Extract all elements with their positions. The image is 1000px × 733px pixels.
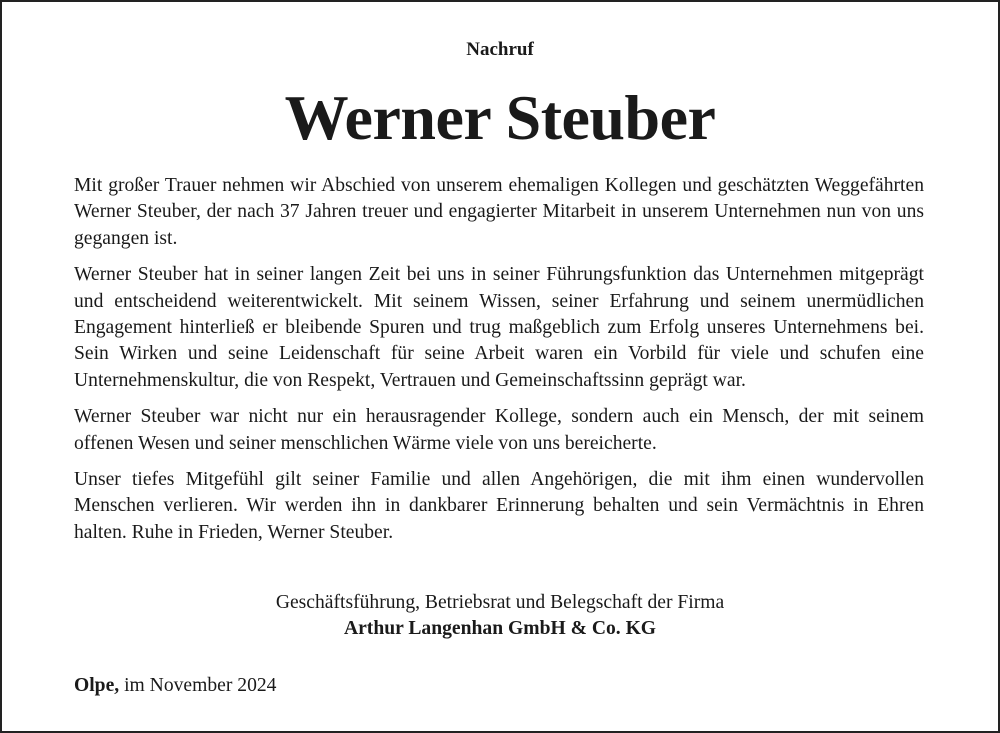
place-date: [74, 673, 276, 699]
signature-line: Geschäftsführung, Betriebsrat und Belegschaft der Firma: [275, 592, 725, 613]
paragraph-3: Werner Steuber war nicht nur ein herausragender Kollege, sondern auch ein Mensch, der mit seinem offenen Wesen und seiner menschlichen Wärme viele von uns bereicherte.: [74, 406, 924, 454]
place: Olpe,: [74, 675, 120, 696]
company-name: Arthur Langenhan GmbH & Co. KG: [343, 618, 657, 639]
deceased-name: Werner Steuber: [284, 82, 716, 153]
paragraph-4: Unser tiefes Mitgefühl gilt seiner Familie und allen Angehörigen, die mit ihm einen wundervollen Menschen verlieren. Wir werden ihn in dankbarer Erinnerung behalten und sein Vermächtnis in Ehren halten. Ruhe in Frieden, Werner Steuber.: [74, 469, 924, 543]
paragraph-2: Werner Steuber hat in seiner langen Zeit bei uns in seiner Führungsfunktion das Unternehmen mitgeprägt und entscheidend weiterentwickelt. Mit seinem Wissen, seiner Erfahrung und seinem unermüdlichen Engagement hinterließ er bleibende Spuren und trug maßgeblich zum Erfolg unseres Unternehmens bei. Sein Wirken und seine Leidenschaft für seine Arbeit waren ein Vorbild für viele und schufen eine Unternehmenskultur, die von Respekt, Vertrauen und Gemeinschaftssinn geprägt war.: [74, 264, 924, 391]
signature-block: [0, 590, 1000, 642]
notice-body: [74, 173, 924, 556]
notice-label: Nachruf: [466, 39, 534, 60]
date: im November 2024: [124, 675, 277, 696]
paragraph-1: Mit großer Trauer nehmen wir Abschied von unserem ehemaligen Kollegen und geschätzten Weggefährten Werner Steuber, der nach 37 Jahren treuer und engagierter Mitarbeit in unserem Unternehmen nun von uns gegangen ist.: [74, 175, 924, 249]
